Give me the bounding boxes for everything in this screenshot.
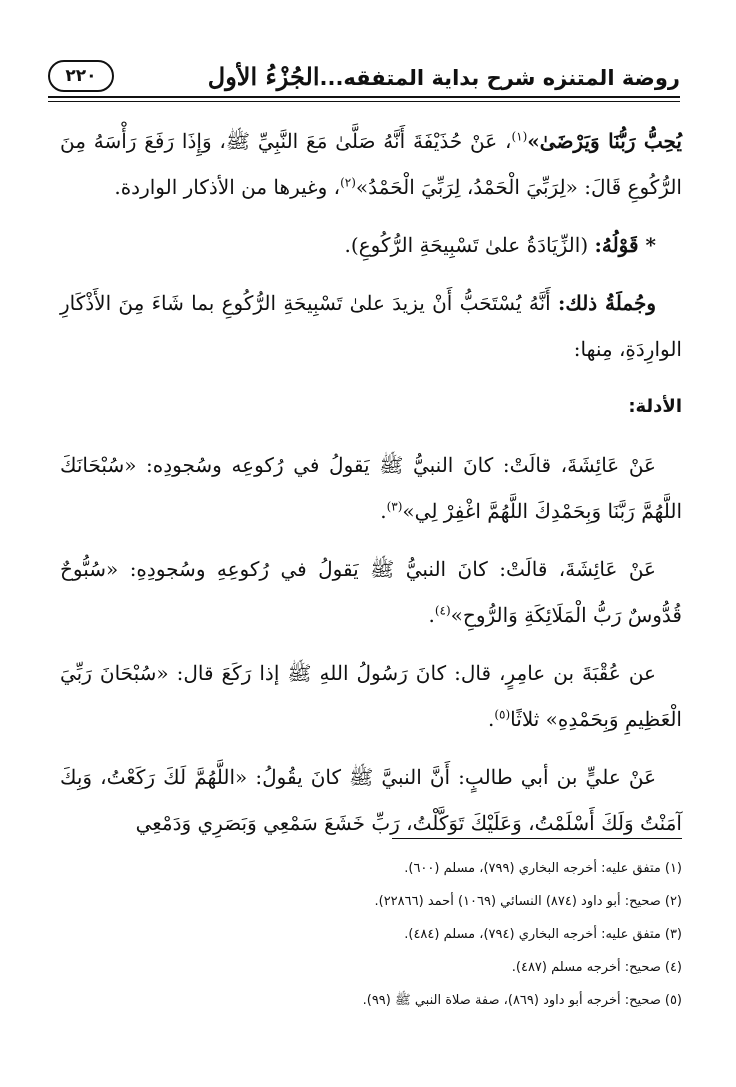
part-label: الجُزْءُ الأول [207, 62, 320, 91]
quote-ending: يُحِبُّ رَبُّنَا وَيَرْضَىٰ» [527, 129, 682, 153]
page-number: ٢٢٠ [48, 60, 114, 92]
paragraph-1 [60, 118, 682, 210]
paragraph-1-text: ، عَنْ حُذَيْفَةَ أَنَّهُ صَلَّىٰ مَعَ النَّبِيِّ ﷺ، وَإِذَا رَفَعَ رَأْسَهُ مِنَ الرُّكُوعِ قَالَ: «لِرَبِّيَ الْحَمْدُ، لِرَبِّيَ الْحَمْدُ» [60, 129, 682, 199]
header-rule-thin [48, 101, 680, 102]
footnote-separator [392, 838, 682, 839]
footnote-ref-2: (٢) [340, 175, 356, 190]
hadith-1: عَنْ عَائِشَةَ، قالَتْ: كانَ النبيُّ ﷺ يَقولُ في رُكوعِه وسُجودِه: «سُبْحَانَكَ اللَّهُمَّ رَبَّنَا وَبِحَمْدِكَ اللَّهُمَّ اغْفِرْ لِي»$^{(٣)}$. [60, 453, 682, 523]
footnote-3 [60, 918, 682, 951]
footnote-ref-1: (١) [511, 129, 528, 144]
qawluhu-label: * قَوْلُهُ: [594, 233, 656, 257]
footnote-number: (٥) [664, 993, 682, 1008]
evidence-heading: الأدلة: [628, 396, 682, 417]
header-title [208, 62, 680, 91]
footnote-number: (٣) [664, 927, 682, 942]
footnote-ref-5: (٥) [494, 707, 511, 722]
hadith-2-text: عَنْ عَائِشَةَ، قالَتْ: كانَ النبيُّ ﷺ يَقولُ في رُكوعِهِ وسُجودِهِ: «سُبُّوحٌ قُدُّوسٌ رَبُّ الْمَلَائِكَةِ وَالرُّوحِ» [60, 557, 682, 627]
hadith-4-text: عَنْ عليٍّ بن أبي طالبٍ: أَنَّ النبيَّ ﷺ كانَ يقُولُ: «اللَّهُمَّ لَكَ رَكَعْتُ، وَبِكَ آمَنْتُ وَلَكَ أَسْلَمْتُ، وَعَلَيْكَ تَوَكَّلْتُ، رَبِّ خَشَعَ سَمْعِي وَبَصَرِي وَدَمْعِي [60, 765, 682, 835]
footnote-1 [60, 852, 682, 885]
footnote-2 [60, 885, 682, 918]
paragraph-2-text: (الزِّيَادَةُ علىٰ تَسْبِيحَةِ الرُّكُوعِ). [344, 233, 589, 257]
book-title: روضة المتنزه شرح بداية المتفقه... [319, 66, 680, 90]
footnote-number: (٤) [664, 960, 682, 975]
paragraph-3-text: أَنَّهُ يُسْتَحَبُّ أَنْ يزيدَ علىٰ تَسْبِيحَةِ الرُّكُوعِ بما شَاءَ مِنَ الأَذْكَارِ الوارِدَةِ، مِنها: [60, 291, 682, 361]
hadith-4 [60, 754, 682, 846]
paragraph-3 [60, 280, 682, 372]
footnote-text: متفق عليه: أخرجه البخاري (٧٩٤)، مسلم (٤٨٤). [404, 927, 661, 942]
hadith-3: عن عُقْبَةَ بن عامِرٍ، قال: كانَ رَسُولُ اللهِ ﷺ إذا رَكَعَ قال: «سُبْحَانَ رَبِّيَ الْعَظِيمِ وَبِحَمْدِهِ» ثلاثًا$^{(٥)}$. [60, 661, 682, 731]
jumla-label: وجُملَةُ ذلك: [557, 291, 656, 315]
footnote-number: (٢) [664, 894, 682, 909]
footnote-text: متفق عليه: أخرجه البخاري (٧٩٩)، مسلم (٦٠٠). [404, 861, 661, 876]
hadith-3-text: عن عُقْبَةَ بن عامِرٍ، قال: كانَ رَسُولُ اللهِ ﷺ إذا رَكَعَ قال: «سُبْحَانَ رَبِّيَ الْعَظِيمِ وَبِحَمْدِهِ» ثلاثًا [60, 661, 682, 731]
footnote-text: صحيح: أبو داود (٨٧٤) النسائي (١٠٦٩) أحمد (٢٢٨٦٦). [374, 894, 661, 909]
footnote-text: صحيح: أخرجه أبو داود (٨٦٩)، صفة صلاة النبي ﷺ (٩٩). [362, 993, 661, 1008]
footnote-text: صحيح: أخرجه مسلم (٤٨٧). [511, 960, 661, 975]
paragraph-1-end: ، وغيرها من الأذكار الواردة. [114, 175, 341, 199]
hadith-2: عَنْ عَائِشَةَ، قالَتْ: كانَ النبيُّ ﷺ يَقولُ في رُكوعِهِ وسُجودِهِ: «سُبُّوحٌ قُدُّوسٌ رَبُّ الْمَلَائِكَةِ وَالرُّوحِ»$^{(٤)}$. [60, 557, 682, 627]
hadith-1-text: عَنْ عَائِشَةَ، قالَتْ: كانَ النبيُّ ﷺ يَقولُ في رُكوعِه وسُجودِه: «سُبْحَانَكَ اللَّهُمَّ رَبَّنَا وَبِحَمْدِكَ اللَّهُمَّ اغْفِرْ لِي» [60, 453, 682, 523]
footnote-ref-4: (٤) [434, 603, 451, 618]
page-header [48, 56, 680, 98]
footnote-4 [60, 951, 682, 984]
paragraph-2 [60, 222, 682, 268]
header-rule [48, 96, 680, 98]
footnote-5 [60, 984, 682, 1017]
footnote-ref-3: (٣) [386, 499, 403, 514]
footnote-number: (١) [664, 861, 682, 876]
main-text [60, 118, 682, 846]
footnotes [60, 852, 682, 1017]
